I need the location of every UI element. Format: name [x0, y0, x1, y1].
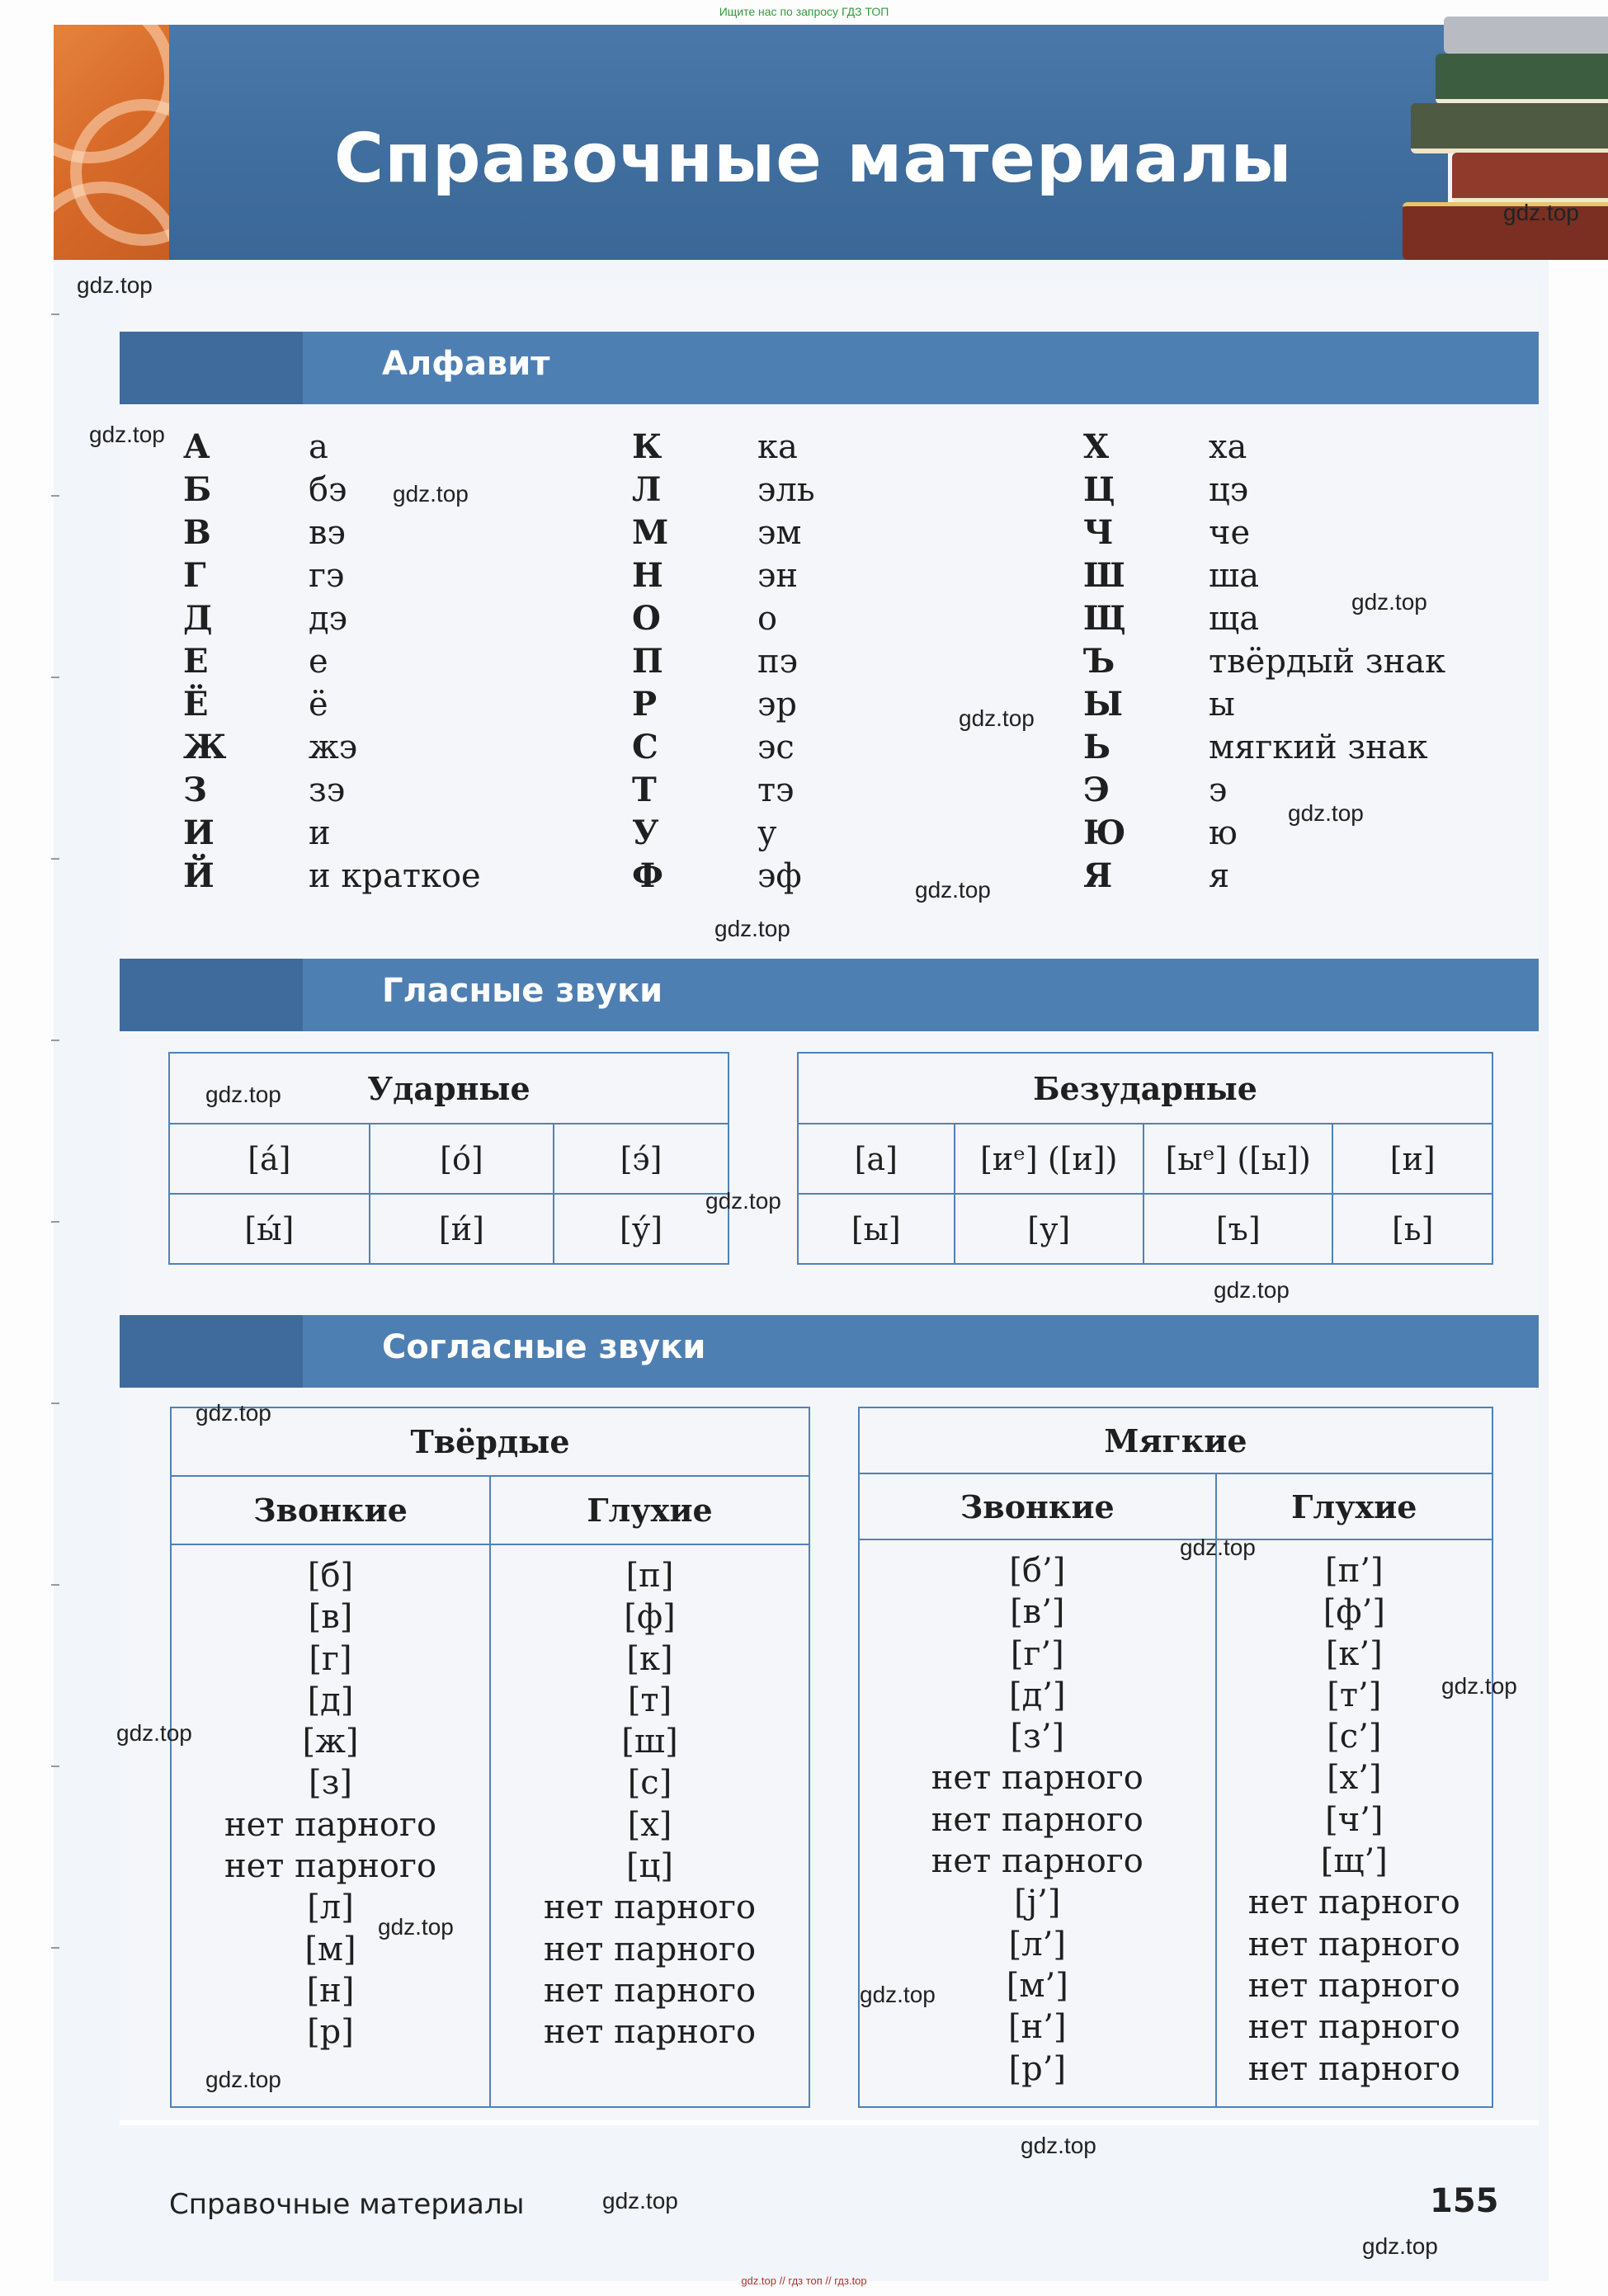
punch-mark [51, 495, 59, 497]
punch-mark [51, 1766, 59, 1767]
alphabet-column-3 [1083, 426, 1445, 898]
alphabet-row: Э э [1083, 769, 1445, 812]
alphabet-letter-name: жэ [309, 728, 358, 766]
consonant-item: [в] [308, 1598, 353, 1637]
punch-mark [51, 677, 59, 678]
alphabet-letter-name: эм [757, 514, 802, 552]
consonant-item: [х] [627, 1805, 672, 1844]
consonant-item: нет парного [1247, 1925, 1460, 1964]
consonant-item: [ц] [626, 1847, 673, 1886]
consonant-item: нет парного [1247, 2008, 1460, 2047]
watermark: gdz.top [1180, 1535, 1256, 1560]
consonant-item: [ж] [302, 1723, 359, 1761]
alphabet-row: Д дэ [183, 597, 481, 640]
watermark: gdz.top [1362, 2233, 1438, 2259]
alphabet-row: Г гэ [183, 554, 481, 597]
alphabet-row: О о [632, 597, 815, 640]
vowel-cell: [у́] [554, 1194, 729, 1264]
vowel-cell: [у] [955, 1194, 1144, 1264]
section-title-alphabet: Алфавит [382, 345, 550, 383]
watermark: gdz.top [1441, 1673, 1517, 1699]
consonant-item: [ф’] [1323, 1593, 1385, 1632]
alphabet-letter-name: ё [309, 686, 328, 724]
unstressed-header: Безударные [798, 1053, 1492, 1124]
watermark: gdz.top [196, 1400, 271, 1426]
consonant-item: нет парного [931, 1842, 1144, 1881]
consonant-item: [х’] [1327, 1759, 1382, 1798]
alphabet-letter-name: ы [1209, 686, 1235, 724]
hard-voiced-list [172, 1545, 489, 2053]
alphabet-row: С эс [632, 726, 815, 769]
alphabet-column-2 [632, 426, 815, 898]
consonant-item: [м’] [1006, 1966, 1068, 2005]
alphabet-row: Ю ю [1083, 812, 1445, 855]
alphabet-letter-name: пэ [757, 643, 799, 681]
consonant-item: [з’] [1010, 1718, 1065, 1756]
alphabet-letter-name: че [1209, 514, 1251, 552]
punch-mark [51, 1040, 59, 1041]
hard-voiceless-list [491, 1545, 809, 2053]
watermark: gdz.top [1351, 589, 1427, 615]
alphabet-letter-name: твёрдый знак [1209, 643, 1446, 681]
hard-consonants-header: Твёрдые [171, 1407, 809, 1476]
consonant-item: [л] [307, 1888, 354, 1927]
punch-mark [51, 1584, 59, 1586]
consonant-item: нет парного [224, 1847, 437, 1886]
alphabet-row: Р эр [632, 683, 815, 726]
vowel-cell: [а́] [169, 1124, 370, 1194]
alphabet-row: У у [632, 812, 815, 855]
section-bar-alphabet [120, 332, 1539, 404]
alphabet-row: Ш ша [1083, 554, 1445, 597]
page-title: Справочные материалы [334, 120, 1293, 198]
alphabet-row: Б бэ [183, 469, 481, 512]
vowel-cell: [ы] [798, 1194, 955, 1264]
consonant-item: [к] [626, 1639, 673, 1678]
consonant-item: [с] [627, 1764, 672, 1803]
consonant-item: нет парного [543, 1930, 757, 1968]
alphabet-letter-name: ща [1209, 600, 1260, 638]
voiceless-header: Глухие [1216, 1473, 1492, 1539]
consonant-item: [j’] [1014, 1883, 1061, 1922]
alphabet-letter-name: а [309, 428, 328, 466]
top-note: Ищите нас по запросу ГДЗ ТОП [719, 5, 889, 18]
voiceless-header: Глухие [490, 1476, 809, 1544]
alphabet-letter-name: эль [757, 471, 815, 509]
punch-mark [51, 1403, 59, 1404]
consonant-item: [г’] [1010, 1634, 1064, 1673]
consonant-item: [ф] [624, 1598, 676, 1637]
consonant-item: [ш] [621, 1723, 678, 1761]
alphabet-row: Я я [1083, 855, 1445, 898]
consonant-item: [п] [625, 1557, 674, 1595]
alphabet-row: Щ ща [1083, 597, 1445, 640]
watermark: gdz.top [378, 1914, 454, 1940]
alphabet-letter-name: ка [757, 428, 798, 466]
alphabet-row: А а [183, 426, 481, 469]
consonant-item: [щ’] [1320, 1842, 1388, 1881]
alphabet-letter-name: зэ [309, 771, 346, 809]
alphabet-letter-name: вэ [309, 514, 346, 552]
vowel-cell: [ы́] [169, 1194, 370, 1264]
consonant-item: нет парного [931, 1800, 1144, 1839]
books-illustration [1394, 25, 1608, 264]
hard-consonants-table [170, 1407, 810, 2108]
consonant-item: нет парного [543, 1888, 757, 1927]
watermark: gdz.top [89, 422, 165, 447]
consonant-item: [д’] [1009, 1676, 1066, 1714]
footer-divider [120, 2120, 1539, 2125]
alphabet-letter-name: тэ [757, 771, 795, 809]
alphabet-letter-name: мягкий знак [1209, 728, 1428, 766]
section-title-consonants: Согласные звуки [382, 1328, 706, 1366]
alphabet-row: В вэ [183, 512, 481, 554]
section-bar-vowels [120, 959, 1539, 1031]
punch-mark [51, 1221, 59, 1223]
watermark: gdz.top [1021, 2133, 1096, 2158]
watermark: gdz.top [915, 877, 991, 903]
alphabet-row: Н эн [632, 554, 815, 597]
consonant-item: [в’] [1010, 1593, 1065, 1632]
alphabet-letter-name: и краткое [309, 857, 481, 895]
header-orange-decoration [54, 25, 169, 260]
alphabet-letter-name: ха [1209, 428, 1247, 466]
alphabet-row: Л эль [632, 469, 815, 512]
watermark: gdz.top [1288, 800, 1364, 826]
alphabet-row: Т тэ [632, 769, 815, 812]
alphabet-letter-name: эф [757, 857, 802, 895]
alphabet-letter-name: ша [1209, 557, 1260, 595]
alphabet-row: Е е [183, 640, 481, 683]
consonant-item: [м] [304, 1930, 356, 1968]
alphabet-row: Й и краткое [183, 855, 481, 898]
section-title-vowels: Гласные звуки [382, 972, 663, 1010]
punch-mark [51, 314, 59, 315]
watermark: gdz.top [116, 1720, 192, 1746]
alphabet-letter-name: э [1209, 771, 1228, 809]
alphabet-row: Ж жэ [183, 726, 481, 769]
consonant-item: [р’] [1008, 2049, 1067, 2088]
consonant-item: [д] [307, 1681, 354, 1719]
alphabet-row: Ы ы [1083, 683, 1445, 726]
consonant-item: [б] [307, 1557, 354, 1595]
watermark: gdz.top [1503, 200, 1579, 225]
vowel-cell: [и] [1332, 1124, 1492, 1194]
vowel-cell: [ъ] [1144, 1194, 1332, 1264]
watermark: gdz.top [714, 916, 790, 941]
soft-consonants-table [858, 1407, 1493, 2108]
voiced-header: Звонкие [171, 1476, 490, 1544]
voiced-header: Звонкие [859, 1473, 1216, 1539]
alphabet-row: П пэ [632, 640, 815, 683]
consonant-item: [п’] [1325, 1552, 1384, 1590]
alphabet-letter-name: эс [757, 728, 795, 766]
consonant-item: [с’] [1327, 1718, 1382, 1756]
alphabet-row: Ч че [1083, 512, 1445, 554]
alphabet-row: Ё ё [183, 683, 481, 726]
watermark: gdz.top [602, 2188, 678, 2213]
alphabet-letter-name: я [1209, 857, 1230, 895]
consonant-item: [б’] [1009, 1552, 1066, 1590]
consonant-item: [ч’] [1325, 1800, 1384, 1839]
alphabet-row: Ф эф [632, 855, 815, 898]
alphabet-letter-name: о [757, 600, 778, 638]
alphabet-letter-name: гэ [309, 557, 345, 595]
vowel-cell: [ь] [1332, 1194, 1492, 1264]
bottom-note: gdz.top // гдз топ // гдз.top [741, 2275, 867, 2287]
alphabet-letter-name: бэ [309, 471, 347, 509]
vowel-cell: [о́] [370, 1124, 554, 1194]
consonant-item: нет парного [543, 2013, 757, 2052]
alphabet-row: Ь мягкий знак [1083, 726, 1445, 769]
consonant-item: [к’] [1325, 1634, 1383, 1673]
vowel-cell: [и́] [370, 1194, 554, 1264]
consonant-item: [з] [308, 1764, 353, 1803]
alphabet-row: Х ха [1083, 426, 1445, 469]
watermark: gdz.top [1214, 1277, 1290, 1303]
watermark: gdz.top [705, 1188, 781, 1214]
consonant-item: нет парного [1247, 1966, 1460, 2005]
watermark: gdz.top [860, 1982, 936, 2007]
unstressed-vowels-table [797, 1052, 1493, 1265]
watermark: gdz.top [959, 705, 1035, 731]
consonant-item: [р] [307, 2013, 354, 2052]
consonant-item: [г] [309, 1639, 352, 1678]
alphabet-letter-name: у [757, 814, 777, 852]
consonant-item: нет парного [1247, 1883, 1460, 1922]
alphabet-letter-name: е [309, 643, 328, 681]
watermark: gdz.top [205, 1082, 281, 1107]
alphabet-row: М эм [632, 512, 815, 554]
alphabet-row: Ц цэ [1083, 469, 1445, 512]
consonant-item: [н] [306, 1971, 355, 2010]
alphabet-row: Ъ твёрдый знак [1083, 640, 1445, 683]
consonant-item: [т’] [1327, 1676, 1382, 1714]
alphabet-row: И и [183, 812, 481, 855]
soft-consonants-header: Мягкие [859, 1407, 1492, 1473]
alphabet-letter-name: и [309, 814, 331, 852]
watermark: gdz.top [205, 2067, 281, 2092]
alphabet-letter-name: дэ [309, 600, 348, 638]
consonant-item: [л’] [1008, 1925, 1066, 1964]
alphabet-letter-name: цэ [1209, 471, 1249, 509]
consonant-item: нет парного [543, 1971, 757, 2010]
punch-mark [51, 1947, 59, 1949]
page-number: 155 [1430, 2182, 1499, 2220]
footer-title: Справочные материалы [169, 2188, 525, 2221]
watermark: gdz.top [77, 272, 153, 298]
alphabet-row: К ка [632, 426, 815, 469]
stressed-header: Ударные [169, 1053, 729, 1124]
alphabet-letter-name: эр [757, 686, 798, 724]
section-bar-consonants [120, 1315, 1539, 1388]
consonant-item: нет парного [931, 1759, 1144, 1798]
alphabet-row: З зэ [183, 769, 481, 812]
alphabet-letter-name: ю [1209, 814, 1238, 852]
vowel-cell: [ыᵉ] ([ы]) [1144, 1124, 1332, 1194]
consonant-item: [н’] [1008, 2008, 1067, 2047]
vowel-cell: [иᵉ] ([и]) [955, 1124, 1144, 1194]
consonant-item: нет парного [224, 1805, 437, 1844]
consonant-item: [т] [627, 1681, 672, 1719]
watermark: gdz.top [393, 481, 469, 507]
alphabet-letter-name: эн [757, 557, 799, 595]
soft-voiceless-list [1217, 1540, 1492, 2090]
consonant-item: нет парного [1247, 2049, 1460, 2088]
vowel-cell: [э́] [554, 1124, 729, 1194]
vowel-cell: [а] [798, 1124, 955, 1194]
punch-mark [51, 858, 59, 860]
